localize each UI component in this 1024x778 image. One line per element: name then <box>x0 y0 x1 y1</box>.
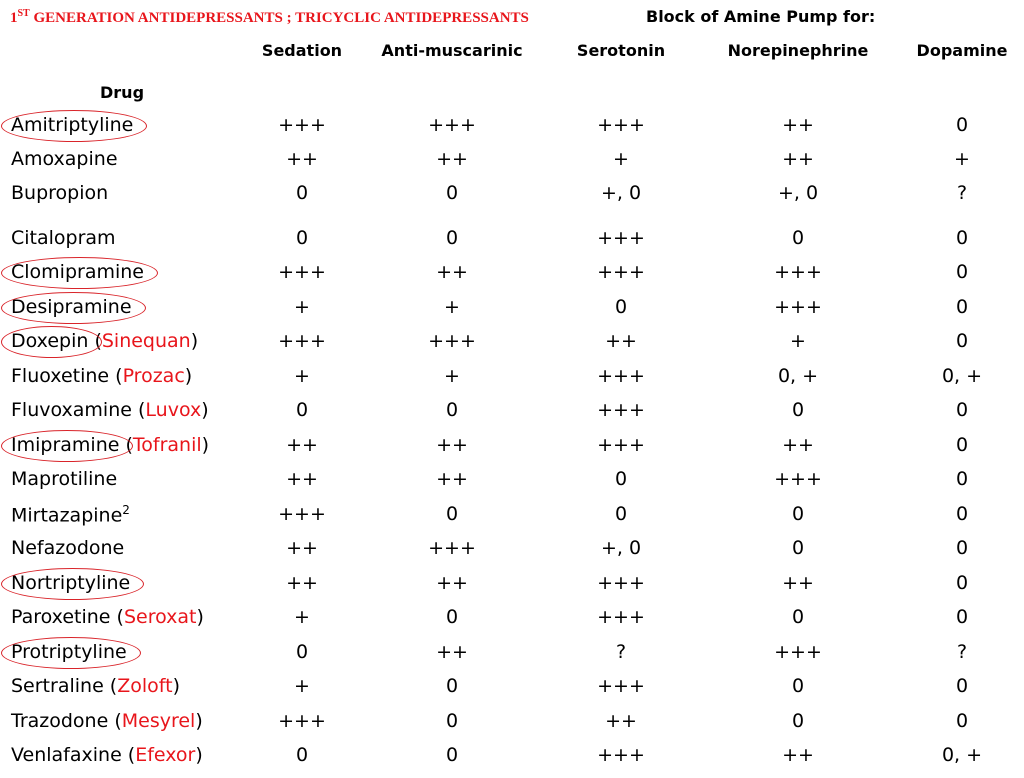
table-row <box>0 572 1024 606</box>
cell-dopamine: 0 <box>955 296 969 318</box>
cell-sedation: ++ <box>286 468 318 490</box>
cell-norepinephrine: +++ <box>774 296 822 318</box>
drug-generic-name: Fluvoxamine <box>11 399 132 421</box>
cell-anti-muscarinic: 0 <box>445 503 459 525</box>
cell-dopamine: 0 <box>955 537 969 559</box>
drug-name <box>11 114 133 136</box>
column-header-sedation: Sedation <box>261 41 343 60</box>
drug-generic-name: Nefazodone <box>11 537 125 559</box>
drug-name: Fluoxetine (Prozac) <box>11 365 193 387</box>
footnote-marker: 2 <box>122 503 130 517</box>
table-row <box>0 227 1024 261</box>
cell-anti-muscarinic: ++ <box>436 434 468 456</box>
cell-anti-muscarinic: 0 <box>445 182 459 204</box>
drug-name <box>11 261 144 283</box>
cell-norepinephrine: 0, + <box>777 365 819 387</box>
drug-brand-name: Zoloft <box>117 675 173 697</box>
cell-norepinephrine: +, 0 <box>777 182 819 204</box>
cell-sedation: 0 <box>295 641 309 663</box>
cell-anti-muscarinic: 0 <box>445 399 459 421</box>
cell-norepinephrine: 0 <box>791 399 805 421</box>
cell-anti-muscarinic: +++ <box>428 537 476 559</box>
cell-sedation: 0 <box>295 182 309 204</box>
cell-serotonin: +++ <box>597 572 645 594</box>
table-row <box>0 744 1024 778</box>
cell-sedation: +++ <box>278 261 326 283</box>
cell-sedation: ++ <box>286 572 318 594</box>
cell-serotonin: ++ <box>605 710 637 732</box>
cell-serotonin: + <box>613 148 629 170</box>
cell-anti-muscarinic: +++ <box>428 114 476 136</box>
cell-sedation: +++ <box>278 114 326 136</box>
cell-serotonin: ? <box>615 641 627 663</box>
cell-anti-muscarinic: 0 <box>445 710 459 732</box>
cell-dopamine: 0 <box>955 261 969 283</box>
cell-anti-muscarinic: 0 <box>445 227 459 249</box>
drug-generic-name: Bupropion <box>11 182 109 204</box>
drug-name: Fluvoxamine (Luvox) <box>11 399 209 421</box>
cell-dopamine: 0 <box>955 572 969 594</box>
drug-generic-name: Venlafaxine <box>11 744 122 766</box>
cell-anti-muscarinic: +++ <box>428 330 476 352</box>
cell-sedation: 0 <box>295 399 309 421</box>
drug-generic-name: Desipramine <box>11 296 132 318</box>
drug-generic-name: Paroxetine <box>11 606 111 628</box>
cell-norepinephrine: 0 <box>791 675 805 697</box>
drug-column-header: Drug <box>100 83 145 102</box>
cell-dopamine: 0 <box>955 675 969 697</box>
cell-sedation: +++ <box>278 710 326 732</box>
drug-name <box>11 148 118 170</box>
drug-generic-name: Maprotiline <box>11 468 118 490</box>
cell-serotonin: 0 <box>614 296 628 318</box>
drug-brand-name: Luvox <box>145 399 202 421</box>
table-row <box>0 330 1024 364</box>
drug-name <box>11 537 124 559</box>
cell-dopamine: 0 <box>955 503 969 525</box>
table-row <box>0 399 1024 433</box>
drug-name: Venlafaxine (Efexor) <box>11 744 203 766</box>
drug-generic-name: Trazodone <box>11 710 109 732</box>
drug-name: Imipramine (Tofranil) <box>11 434 210 456</box>
cell-dopamine: + <box>954 148 970 170</box>
cell-dopamine: 0 <box>955 227 969 249</box>
cell-dopamine: 0 <box>955 468 969 490</box>
cell-dopamine: 0, + <box>941 365 983 387</box>
table-row <box>0 641 1024 675</box>
cell-norepinephrine: ++ <box>782 114 814 136</box>
drug-name: Paroxetine (Seroxat) <box>11 606 204 628</box>
cell-serotonin: ++ <box>605 330 637 352</box>
cell-sedation: ++ <box>286 434 318 456</box>
table-row <box>0 468 1024 502</box>
drug-name <box>11 572 130 594</box>
cell-dopamine: 0, + <box>941 744 983 766</box>
title-lead: 1 <box>10 10 18 26</box>
table-row <box>0 114 1024 148</box>
drug-name <box>11 641 127 663</box>
table-row <box>0 710 1024 744</box>
drug-generic-name: Amitriptyline <box>11 114 134 136</box>
table-row <box>0 296 1024 330</box>
cell-anti-muscarinic: ++ <box>436 148 468 170</box>
cell-norepinephrine: 0 <box>791 227 805 249</box>
table-row <box>0 261 1024 295</box>
table-row <box>0 606 1024 640</box>
drug-name: Trazodone (Mesyrel) <box>11 710 203 732</box>
cell-norepinephrine: 0 <box>791 710 805 732</box>
cell-dopamine: ? <box>956 182 968 204</box>
table-row <box>0 675 1024 709</box>
drug-brand-name: Sinequan <box>101 330 191 352</box>
cell-dopamine: 0 <box>955 606 969 628</box>
cell-norepinephrine: 0 <box>791 606 805 628</box>
cell-serotonin: 0 <box>614 468 628 490</box>
cell-serotonin: +++ <box>597 399 645 421</box>
cell-dopamine: 0 <box>955 399 969 421</box>
drug-name <box>11 468 117 490</box>
cell-norepinephrine: +++ <box>774 261 822 283</box>
cell-anti-muscarinic: 0 <box>445 675 459 697</box>
cell-norepinephrine: +++ <box>774 641 822 663</box>
cell-sedation: +++ <box>278 330 326 352</box>
drug-name <box>11 503 130 526</box>
column-header-serotonin: Serotonin <box>576 41 666 60</box>
cell-sedation: + <box>294 675 310 697</box>
drug-name <box>11 227 116 249</box>
cell-sedation: ++ <box>286 537 318 559</box>
cell-norepinephrine: ++ <box>782 572 814 594</box>
column-header-norepinephrine: Norepinephrine <box>727 41 869 60</box>
cell-norepinephrine: ++ <box>782 744 814 766</box>
drug-generic-name: Amoxapine <box>11 148 118 170</box>
drug-brand-name: Mesyrel <box>121 710 196 732</box>
cell-anti-muscarinic: ++ <box>436 572 468 594</box>
drug-generic-name: Sertraline <box>11 675 104 697</box>
cell-serotonin: +++ <box>597 675 645 697</box>
slide-title <box>10 8 529 27</box>
drug-brand-name: Prozac <box>122 365 185 387</box>
drug-generic-name: Fluoxetine <box>11 365 110 387</box>
block-label: Block of Amine Pump for: <box>646 7 876 26</box>
drug-brand-name: Tofranil <box>132 434 202 456</box>
cell-serotonin: +++ <box>597 227 645 249</box>
cell-anti-muscarinic: ++ <box>436 468 468 490</box>
cell-sedation: +++ <box>278 503 326 525</box>
cell-sedation: + <box>294 296 310 318</box>
cell-anti-muscarinic: 0 <box>445 606 459 628</box>
cell-serotonin: +, 0 <box>600 537 642 559</box>
drug-generic-name: Mirtazapine <box>11 504 123 527</box>
drug-generic-name: Protriptyline <box>11 641 127 663</box>
cell-anti-muscarinic: + <box>444 296 460 318</box>
column-header-dopamine: Dopamine <box>916 41 1008 60</box>
cell-serotonin: +++ <box>597 261 645 283</box>
cell-sedation: + <box>294 606 310 628</box>
drug-name: Doxepin (Sinequan) <box>11 330 199 352</box>
cell-norepinephrine: 0 <box>791 537 805 559</box>
title-rest: GENERATION ANTIDEPRESSANTS ; TRICYCLIC ANTIDEPRESSANTS <box>29 10 529 26</box>
drug-generic-name: Imipramine <box>11 434 120 456</box>
drug-generic-name: Nortriptyline <box>11 572 131 594</box>
cell-sedation: + <box>294 365 310 387</box>
cell-sedation: ++ <box>286 148 318 170</box>
cell-anti-muscarinic: ++ <box>436 641 468 663</box>
table-row <box>0 503 1024 537</box>
table-row <box>0 434 1024 468</box>
cell-anti-muscarinic: 0 <box>445 744 459 766</box>
cell-dopamine: 0 <box>955 330 969 352</box>
cell-dopamine: 0 <box>955 114 969 136</box>
drug-name: Sertraline (Zoloft) <box>11 675 180 697</box>
drug-name <box>11 182 108 204</box>
table-row <box>0 537 1024 571</box>
table-row <box>0 182 1024 216</box>
drug-generic-name: Citalopram <box>11 227 116 249</box>
cell-serotonin: +, 0 <box>600 182 642 204</box>
cell-serotonin: +++ <box>597 606 645 628</box>
drug-generic-name: Clomipramine <box>11 261 144 283</box>
drug-brand-name: Efexor <box>135 744 196 766</box>
cell-norepinephrine: + <box>790 330 806 352</box>
cell-dopamine: ? <box>956 641 968 663</box>
cell-sedation: 0 <box>295 744 309 766</box>
cell-norepinephrine: ++ <box>782 434 814 456</box>
cell-serotonin: +++ <box>597 365 645 387</box>
cell-serotonin: +++ <box>597 114 645 136</box>
cell-serotonin: 0 <box>614 503 628 525</box>
cell-sedation: 0 <box>295 227 309 249</box>
cell-serotonin: +++ <box>597 434 645 456</box>
table-row <box>0 365 1024 399</box>
cell-norepinephrine: 0 <box>791 503 805 525</box>
drug-brand-name: Seroxat <box>123 606 197 628</box>
cell-dopamine: 0 <box>955 434 969 456</box>
drug-name <box>11 296 132 318</box>
cell-serotonin: +++ <box>597 744 645 766</box>
cell-norepinephrine: +++ <box>774 468 822 490</box>
cell-dopamine: 0 <box>955 710 969 732</box>
cell-norepinephrine: ++ <box>782 148 814 170</box>
cell-anti-muscarinic: + <box>444 365 460 387</box>
drug-generic-name: Doxepin <box>11 330 89 352</box>
column-header-anti-muscarinic: Anti-muscarinic <box>381 41 523 60</box>
cell-anti-muscarinic: ++ <box>436 261 468 283</box>
title-sup: ST <box>17 8 30 19</box>
table-row <box>0 148 1024 182</box>
